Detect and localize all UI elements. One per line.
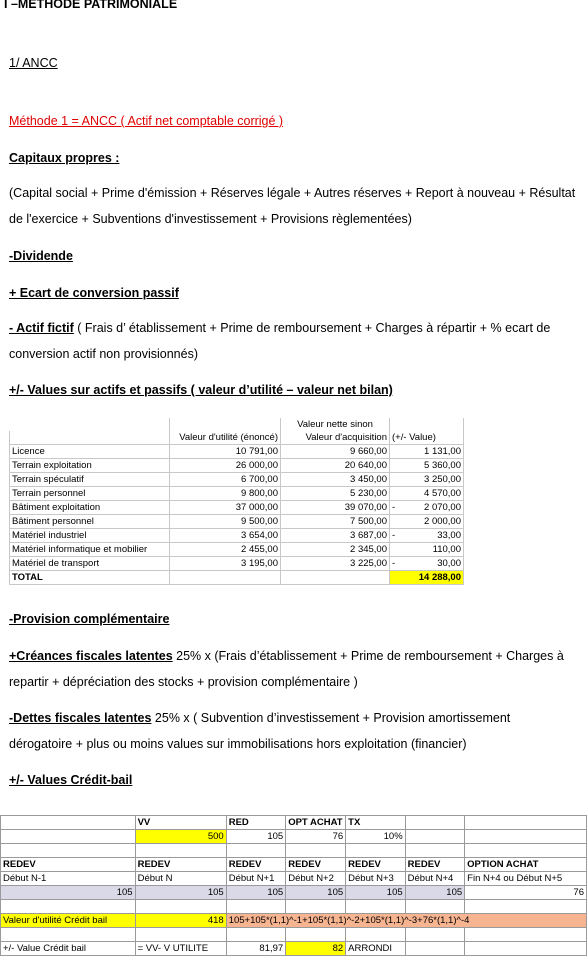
head-vv: VV	[135, 816, 226, 830]
head-opt-achat: OPT ACHAT	[286, 816, 346, 830]
page-heading: I –METHODE PATRIMONIALE	[4, 0, 178, 11]
dettes-text: 25% x ( Subvention d’investissement + Provision amortissement	[151, 711, 511, 725]
row-plus-value	[390, 459, 464, 473]
capitaux-title: Capitaux propres :	[9, 151, 120, 165]
vu-label: Valeur d'utilité Crédit bail	[1, 914, 136, 928]
row-plus-value	[390, 487, 464, 501]
creances-line-2: repartir + dépréciation des stocks + provision complémentaire )	[9, 675, 358, 689]
table-row	[10, 487, 464, 501]
pv-rounded-label: ARRONDI	[346, 942, 406, 956]
row-plus-value-number: 5 360,00	[424, 460, 461, 471]
redev-head: REDEV	[346, 858, 406, 872]
row-label: Matériel de transport	[10, 557, 170, 571]
row-valeur-acquisition: 3 450,00	[281, 473, 390, 487]
redev-value: 105	[286, 886, 346, 900]
dettes-label: -Dettes fiscales latentes	[9, 711, 152, 725]
row-valeur-utilite: 6 700,00	[170, 473, 281, 487]
head-red: RED	[226, 816, 286, 830]
row-label: Bâtiment exploitation	[10, 501, 170, 515]
table-row	[10, 557, 464, 571]
row-valeur-utilite: 9 500,00	[170, 515, 281, 529]
row-valeur-utilite: 26 000,00	[170, 459, 281, 473]
header-valeur-acquisition: Valeur d'acquisition	[281, 431, 390, 445]
row-plus-value	[390, 515, 464, 529]
row-plus-value-number: 3 250,00	[424, 474, 461, 485]
redev-period: Début N-1	[1, 872, 136, 886]
method-title: Méthode 1 = ANCC ( Actif net comptable corrigé )	[9, 114, 284, 128]
values-table	[9, 418, 464, 585]
dettes-line-2: dérogatoire + plus ou moins values sur immobilisations hors exploitation (financier)	[9, 737, 467, 751]
dettes-line-1	[9, 711, 510, 725]
row-sign: -	[392, 530, 396, 541]
section-title: 1/ ANCC	[9, 56, 58, 70]
row-valeur-utilite: 37 000,00	[170, 501, 281, 515]
head-tx: TX	[346, 816, 406, 830]
ecart-label: + Ecart de conversion passif	[9, 286, 179, 300]
redev-period: Début N+2	[286, 872, 346, 886]
option-achat-head: OPTION ACHAT	[465, 858, 587, 872]
row-plus-value	[390, 501, 464, 515]
row-plus-value-number: 30,00	[437, 558, 461, 569]
row-valeur-utilite: 10 791,00	[170, 445, 281, 459]
row-sign: -	[392, 502, 396, 513]
option-achat-period: Fin N+4 ou Début N+5	[465, 872, 587, 886]
pv-formula: = VV- V UTILITE	[135, 942, 226, 956]
table-row	[10, 459, 464, 473]
creances-label: +Créances fiscales latentes	[9, 649, 173, 663]
row-plus-value-number: 110,00	[432, 544, 461, 555]
creances-line-1	[9, 649, 564, 663]
row-plus-value	[390, 543, 464, 557]
table-row	[10, 473, 464, 487]
row-label: Matériel industriel	[10, 529, 170, 543]
redev-period: Début N+1	[226, 872, 286, 886]
table-row	[10, 543, 464, 557]
table-row	[10, 515, 464, 529]
value-vv: 500	[135, 830, 226, 844]
redev-value: 105	[135, 886, 226, 900]
actif-fictif-line-1	[9, 321, 550, 335]
row-sign: -	[392, 558, 396, 569]
table-row	[10, 529, 464, 543]
pv-rounded: 82	[286, 942, 346, 956]
redev-period: Début N	[135, 872, 226, 886]
creances-text: 25% x (Frais d’établissement + Prime de remboursement + Charges à	[172, 649, 564, 663]
row-label: Terrain exploitation	[10, 459, 170, 473]
provision-label: -Provision complémentaire	[9, 612, 170, 626]
row-plus-value-number: 33,00	[437, 530, 461, 541]
row-valeur-acquisition: 3 687,00	[281, 529, 390, 543]
redev-head: REDEV	[135, 858, 226, 872]
credit-bail-table	[0, 815, 587, 956]
row-valeur-acquisition: 39 070,00	[281, 501, 390, 515]
row-valeur-acquisition: 9 660,00	[281, 445, 390, 459]
redev-head: REDEV	[1, 858, 136, 872]
header-valeur-nette: Valeur nette sinon	[281, 418, 390, 431]
dividende-label: -Dividende	[9, 249, 73, 263]
vu-value: 418	[135, 914, 226, 928]
table-row	[10, 445, 464, 459]
value-tx: 10%	[346, 830, 406, 844]
redev-period: Début N+4	[405, 872, 465, 886]
row-plus-value-number: 4 570,00	[424, 488, 461, 499]
row-valeur-acquisition: 20 640,00	[281, 459, 390, 473]
header-valeur-utilite: Valeur d'utilité (énoncé)	[170, 431, 281, 445]
capitaux-line-2: de l'exercice + Subventions d'investissement + Provisions règlementées)	[9, 212, 412, 226]
row-plus-value-number: 2 070,00	[424, 502, 461, 513]
capitaux-line-1: (Capital social + Prime d'émission + Réserves légale + Autres réserves + Report à nouveau + Résultat	[9, 186, 576, 200]
row-plus-value-number: 2 000,00	[424, 516, 461, 527]
redev-period: Début N+3	[346, 872, 406, 886]
row-plus-value	[390, 445, 464, 459]
total-value: 14 288,00	[390, 571, 464, 585]
value-red: 105	[226, 830, 286, 844]
pv-value: 81,97	[226, 942, 286, 956]
redev-value: 105	[1, 886, 136, 900]
header-plus-value: (+/- Value)	[390, 431, 464, 445]
value-opt-achat: 76	[286, 830, 346, 844]
vu-formula: 105+105*(1,1)^-1+105*(1,1)^-2+105*(1,1)^-3+76*(1,1)^-4	[226, 914, 586, 928]
row-label: Licence	[10, 445, 170, 459]
row-valeur-utilite: 2 455,00	[170, 543, 281, 557]
actif-fictif-line-2: conversion actif non provisionnés)	[9, 347, 198, 361]
row-valeur-acquisition: 2 345,00	[281, 543, 390, 557]
redev-head: REDEV	[405, 858, 465, 872]
row-label: Bâtiment personnel	[10, 515, 170, 529]
row-label: Terrain spéculatif	[10, 473, 170, 487]
row-plus-value	[390, 529, 464, 543]
redev-value: 105	[346, 886, 406, 900]
redev-value: 105	[226, 886, 286, 900]
row-label: Terrain personnel	[10, 487, 170, 501]
table-row	[10, 501, 464, 515]
redev-value: 105	[405, 886, 465, 900]
values-title: +/- Values sur actifs et passifs ( valeur d’utilité – valeur net bilan)	[9, 383, 393, 397]
row-valeur-utilite: 3 195,00	[170, 557, 281, 571]
pv-label: +/- Value Crédit bail	[1, 942, 136, 956]
option-achat-value: 76	[465, 886, 587, 900]
total-label: TOTAL	[10, 571, 170, 585]
actif-fictif-label: - Actif fictif	[9, 321, 74, 335]
row-valeur-acquisition: 7 500,00	[281, 515, 390, 529]
row-valeur-acquisition: 5 230,00	[281, 487, 390, 501]
row-valeur-utilite: 3 654,00	[170, 529, 281, 543]
row-valeur-acquisition: 3 225,00	[281, 557, 390, 571]
redev-head: REDEV	[226, 858, 286, 872]
row-plus-value-number: 1 131,00	[424, 446, 461, 457]
row-label: Matériel informatique et mobilier	[10, 543, 170, 557]
row-plus-value	[390, 473, 464, 487]
row-plus-value	[390, 557, 464, 571]
credit-bail-title: +/- Values Crédit-bail	[9, 773, 133, 787]
row-valeur-utilite: 9 800,00	[170, 487, 281, 501]
actif-fictif-text: ( Frais d’ établissement + Prime de remboursement + Charges à répartir + % ecart de	[73, 321, 551, 335]
redev-head: REDEV	[286, 858, 346, 872]
